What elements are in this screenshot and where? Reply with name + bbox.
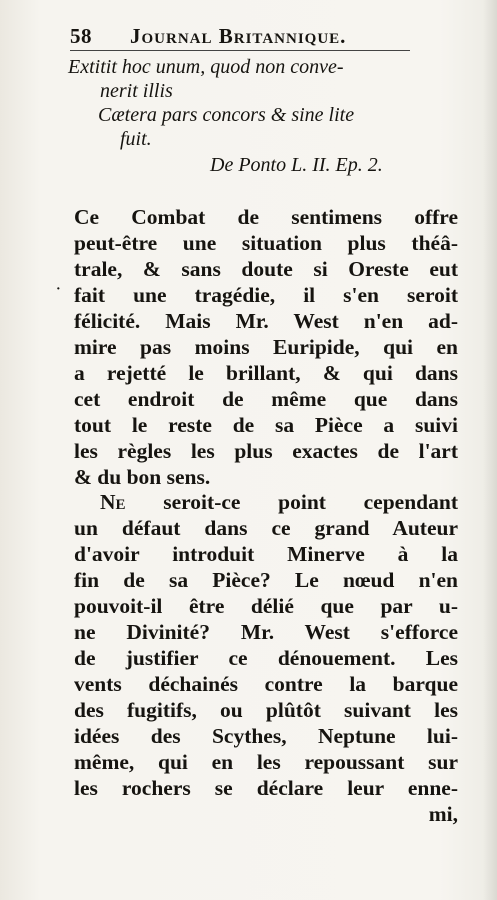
catchword: mi,	[428, 802, 458, 826]
running-title: Journal Britannique.	[130, 24, 347, 48]
epigraph-citation: De Ponto L. II. Ep. 2.	[210, 154, 383, 176]
text-line: vents déchainés contre la barque	[74, 672, 458, 696]
page-edge-shadow	[483, 0, 497, 900]
text-line: d'avoir introduit Minerve à la	[74, 542, 458, 566]
text-line: trale, & sans doute si Oreste eut	[74, 257, 458, 281]
text-line: des fugitifs, ou plûtôt suivant les	[74, 698, 458, 722]
page-number: 58	[70, 24, 92, 48]
margin-mark: ·	[56, 282, 61, 297]
text-span: seroit-ce point cependant	[125, 490, 458, 514]
text-line: de justifier ce dénouement. Les	[74, 646, 458, 670]
text-line: & du bon sens.	[74, 465, 211, 489]
text-line: mire pas moins Euripide, qui en	[74, 335, 458, 359]
text-line: fin de sa Pièce? Le nœud n'en	[74, 568, 458, 592]
text-line: les règles les plus exactes de l'art	[74, 439, 458, 463]
text-line: Ce Combat de sentimens offre	[74, 205, 458, 229]
text-line: cet endroit de même que dans	[74, 387, 458, 411]
text-line: les rochers se déclare leur enne-	[74, 776, 458, 800]
epigraph-line: fuit.	[120, 128, 152, 150]
text-line	[100, 488, 458, 516]
text-line: pouvoit-il être délié que par u-	[74, 594, 458, 618]
epigraph-line: Extitit hoc unum, quod non conve-	[68, 56, 344, 78]
text-line: tout le reste de sa Pièce a suivi	[74, 413, 458, 437]
text-line: a rejetté le brillant, & qui dans	[74, 361, 458, 385]
epigraph-line: Cætera pars concors & sine lite	[98, 104, 355, 126]
page-header	[70, 24, 490, 52]
text-line: un défaut dans ce grand Auteur	[74, 516, 458, 540]
text-line: ne Divinité? Mr. West s'efforce	[74, 620, 458, 644]
header-rule	[70, 50, 410, 51]
text-line: idées des Scythes, Neptune lui-	[74, 724, 458, 748]
text-line: fait une tragédie, il s'en seroit	[74, 283, 458, 307]
text-line: félicité. Mais Mr. West n'en ad-	[74, 309, 458, 333]
text-line: peut-être une situation plus théâ-	[74, 231, 458, 255]
text-line: même, qui en les repoussant sur	[74, 750, 458, 774]
paragraph-lead-word: Ne	[100, 490, 126, 514]
epigraph-line: nerit illis	[100, 80, 173, 102]
